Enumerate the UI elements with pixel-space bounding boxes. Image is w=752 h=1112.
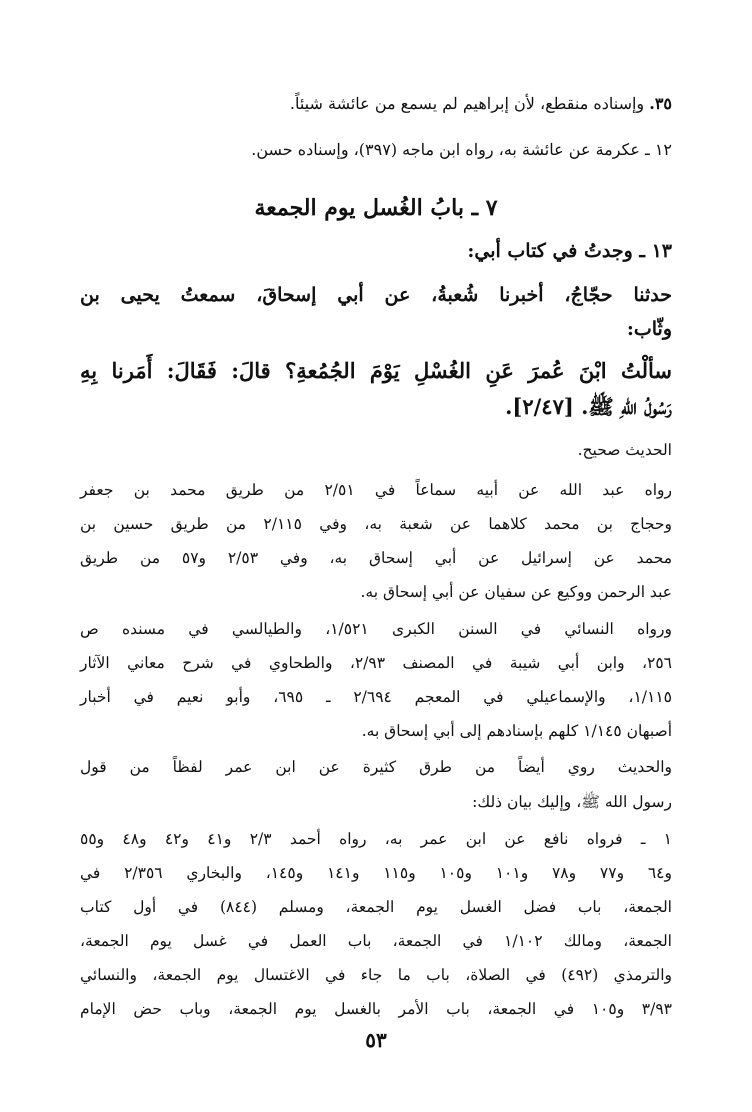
footnote-35-text: وإسناده منقطع، لأن إبراهيم لم يسمع من عائشة شيئاً. [289, 94, 645, 113]
para1-line-2: وحجاج بن محمد كلاهما عن شعبة به، وفي ٢/١١٥ من طريق حسين بن [80, 515, 672, 533]
footnote-35-number: ٣٥. [649, 94, 672, 113]
verdict-line: الحديث صحيح. [577, 441, 672, 459]
para4-line-5: والترمذي (٤٩٢) في الصلاة، باب ما جاء في الاغتسال يوم الجمعة، والنسائي [80, 966, 672, 984]
para2-line-3: ١/١١٥، والإسماعيلي في المعجم ٢/٦٩٤ ـ ٦٩٥، وأبو نعيم في أخبار [80, 688, 672, 706]
matn-line-1: سألْتُ ابْنَ عُمرَ عَنِ الغُسْلِ يَوْمَ الجُمُعةِ؟ قالَ: فَقَالَ: أَمَرنا بِهِ [80, 358, 672, 383]
para2-line-2: ٢٥٦، وابن أبي شيبة في المصنف ٢/٩٣، والطحاوي في شرح معاني الآثار [80, 654, 672, 672]
footnote-12-text: ـ عكرمة عن عائشة به، رواه ابن ماجه (٣٩٧)، وإسناده حسن. [251, 140, 650, 159]
para3-line-2: رسول الله ﷺ، وإليك بيان ذلك: [472, 793, 672, 811]
para4-line-2: و٦٤ و٧٧ و٧٨ و١٠١ و١٠٥ و١١٥ و١٤١ و١٤٥، والبخاري ٢/٣٥٦ في [80, 864, 672, 882]
isnad-line-2: وثّاب: [626, 318, 672, 340]
para3-line-1: والحديث روي أيضاً من طرق كثيرة عن ابن عمر لفظاً من قول [80, 758, 672, 776]
matn-line-2: رَسُولُ اللّهِ ﷺ. [٢/٤٧]. [505, 394, 672, 419]
footnote-12-number: ١٢ [654, 140, 672, 159]
para1-line-4: عبد الرحمن ووكيع عن سفيان عن أبي إسحاق به. [360, 583, 672, 601]
para1-line-3: محمد عن إسرائيل عن أبي إسحاق به، وفي ٢/٥٣ و٥٧ من طريق [80, 549, 672, 567]
isnad-line-1: حدثنا حجّاجُ، أخبرنا شُعبةُ، عن أبي إسحاقَ، سمعتُ يحيى بن [80, 284, 672, 306]
footnote-35 [80, 94, 672, 113]
para4-line-1: ١ ـ فرواه نافع عن ابن عمر به، رواه أحمد ٢/٣ و٤١ و٤٢ و٤٨ و٥٥ [80, 830, 672, 848]
para2-line-4: أصبهان ١/١٤٥ كلهم بإسنادهم إلى أبي إسحاق به. [361, 722, 672, 740]
para4-line-6: ٣/٩٣ و١٠٥ في الجمعة، باب الأمر بالغسل يوم الجمعة، وباب حض الإمام [80, 1000, 672, 1018]
chapter-title: ٧ ـ بابُ الغُسل يوم الجمعة [254, 195, 498, 221]
footnote-12 [80, 140, 672, 159]
hadith-heading: ١٣ ـ وجدتُ في كتاب أبي: [467, 240, 672, 262]
para1-line-1: رواه عبد الله عن أبيه سماعاً في ٢/٥١ من طريق محمد بن جعفر [80, 481, 672, 499]
page-number: ٥٣ [365, 1028, 387, 1052]
para4-line-4: الجمعة، ومالك ١/١٠٢ في الجمعة، باب العمل في غسل يوم الجمعة، [80, 932, 672, 950]
para2-line-1: ورواه النسائي في السنن الكبرى ١/٥٢١، والطيالسي في مسنده ص [80, 620, 672, 638]
para4-line-3: الجمعة، باب فضل الغسل يوم الجمعة، ومسلم (٨٤٤) في أول كتاب [80, 898, 672, 916]
